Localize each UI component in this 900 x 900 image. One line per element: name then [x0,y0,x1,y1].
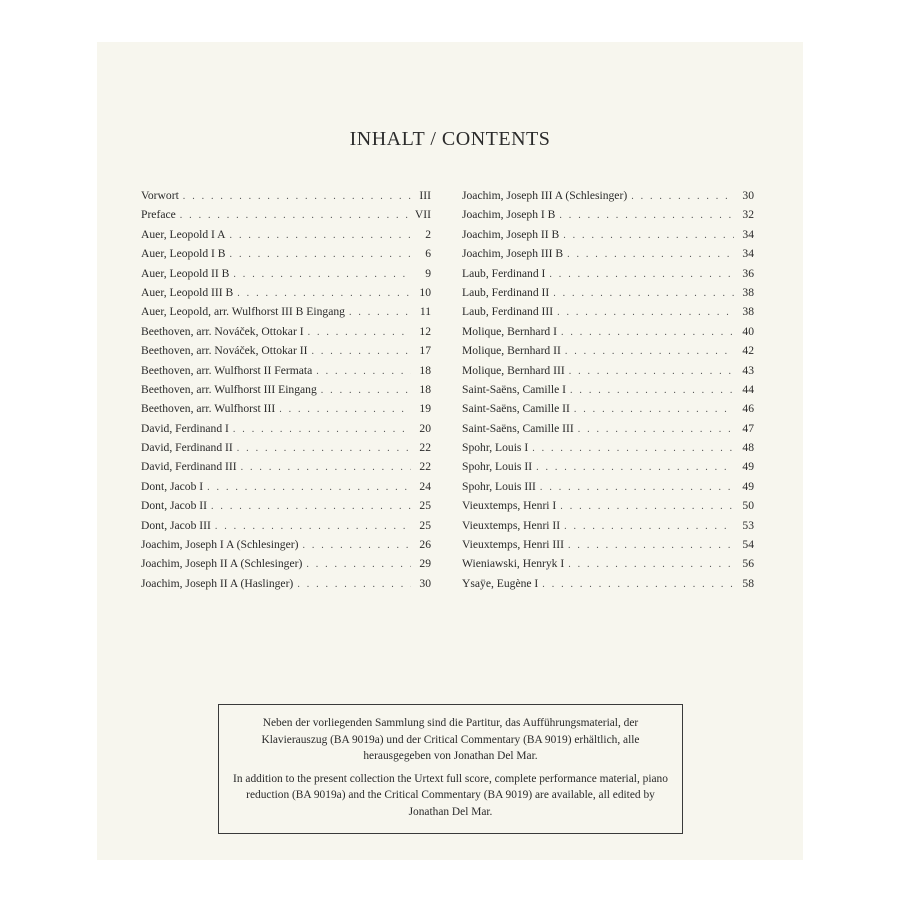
toc-entry-page: III [419,189,431,202]
page-title: INHALT / CONTENTS [349,128,551,150]
toc-entry-title: Joachim, Joseph III B [462,247,564,261]
toc-entry-title: Molique, Bernhard III [462,363,565,377]
dot-leader [230,249,411,260]
toc-entry-page: 18 [419,363,431,377]
dot-leader [567,249,734,260]
toc-entry-page: 50 [742,499,754,513]
dot-leader [233,269,411,280]
dot-leader [297,579,411,590]
toc-entry-title: Joachim, Joseph II A (Haslinger) [141,576,294,590]
toc-entry [462,228,754,247]
toc-entry-page: 49 [742,479,754,493]
toc-entry-title: Joachim, Joseph II B [462,227,560,241]
toc-entry [141,305,431,324]
toc-entry-title: David, Ferdinand III [141,460,237,474]
dot-leader [578,424,734,435]
edition-note-box [218,704,683,834]
toc-entry [141,402,431,421]
dot-leader [563,230,734,241]
toc-entry-page: 40 [742,324,754,338]
toc-entry-page: 48 [742,441,754,455]
toc-entry [462,364,754,383]
dot-leader [180,210,411,221]
toc-entry-page: 46 [742,402,754,416]
toc-entry [141,441,431,460]
toc-entry [141,577,431,596]
toc-entry-page: 9 [425,266,431,280]
toc-entry [462,247,754,266]
toc-entry-title: Saint-Saëns, Camille I [462,382,567,396]
toc-entry-page: 42 [742,344,754,358]
dot-leader [308,327,411,338]
dot-leader [561,327,734,338]
note-english: In addition to the present collection the Urtext full score, complete performance material, piano reduction (BA 9019a) and the Critical Commentary (BA 9019) are available, all edited by Jonathan Del Mar. [233,772,668,818]
toc-entry [462,499,754,518]
toc-entry [141,557,431,576]
toc-entry-title: Beethoven, arr. Nováček, Ottokar I [141,324,304,338]
toc-entry-page: 22 [419,460,431,474]
toc-entry [462,286,754,305]
toc-entry [141,325,431,344]
toc-entry-page: 11 [419,305,431,319]
toc-entry-title: Spohr, Louis III [462,479,536,493]
dot-leader [569,366,734,377]
toc-entry [462,577,754,596]
toc-entry-page: 26 [419,538,431,552]
dot-leader [302,540,411,551]
toc-entry-page: 44 [742,382,754,396]
toc-entry [462,189,754,208]
toc-entry [141,208,431,227]
toc-entry-title: Saint-Saëns, Camille III [462,421,574,435]
contents-column-left [141,189,431,596]
toc-entry-title: Molique, Bernhard I [462,324,557,338]
toc-entry-page: 34 [742,247,754,261]
toc-entry [462,422,754,441]
dot-leader [349,307,411,318]
toc-entry-title: Dont, Jacob II [141,499,208,513]
toc-entry-page: 2 [425,227,431,241]
toc-entry-page: 36 [742,266,754,280]
toc-entry-title: Dont, Jacob I [141,479,204,493]
toc-entry-title: Beethoven, arr. Wulfhorst III [141,402,276,416]
toc-entry-title: Joachim, Joseph III A (Schlesinger) [462,189,628,202]
toc-entry [462,325,754,344]
toc-entry-title: Laub, Ferdinand I [462,266,546,280]
toc-entry-title: Joachim, Joseph I A (Schlesinger) [141,538,299,552]
toc-entry-title: Joachim, Joseph I B [462,208,556,222]
toc-entry-title: Molique, Bernhard II [462,344,561,358]
dot-leader [211,501,411,512]
toc-entry-page: 25 [419,499,431,513]
toc-entry-title: Vieuxtemps, Henri I [462,499,557,513]
toc-entry [462,267,754,286]
toc-entry-page: 24 [419,479,431,493]
toc-entry-title: Auer, Leopold I B [141,247,226,261]
toc-entry [141,267,431,286]
dot-leader [559,210,734,221]
toc-entry [141,189,431,208]
dot-leader [532,443,734,454]
dot-leader [321,385,411,396]
toc-entry-title: Preface [141,208,176,222]
dot-leader [237,443,411,454]
toc-entry-title: Beethoven, arr. Nováček, Ottokar II [141,344,308,358]
dot-leader [183,191,411,202]
dot-leader [560,501,734,512]
toc-entry-page: 58 [742,576,754,590]
toc-entry-page: 47 [742,421,754,435]
toc-entry-title: Auer, Leopold, arr. Wulfhorst III B Eingang [141,305,345,319]
toc-entry-title: Joachim, Joseph II A (Schlesinger) [141,557,303,571]
dot-leader [241,462,411,473]
toc-entry [141,480,431,499]
dot-leader [565,346,734,357]
toc-entry-page: VII [414,208,431,222]
toc-entry [462,557,754,576]
toc-entry [462,480,754,499]
toc-entry [462,305,754,324]
toc-entry [141,422,431,441]
toc-entry-page: 19 [419,402,431,416]
toc-entry-title: Dont, Jacob III [141,518,211,532]
toc-entry-page: 12 [419,324,431,338]
toc-entry [462,538,754,557]
toc-entry [462,344,754,363]
toc-entry [462,383,754,402]
toc-entry-page: 53 [742,518,754,532]
toc-entry-title: Saint-Saëns, Camille II [462,402,570,416]
toc-entry-title: Beethoven, arr. Wulfhorst III Eingang [141,382,317,396]
toc-entry-title: Auer, Leopold III B [141,285,234,299]
toc-entry-title: Vorwort [141,189,179,202]
dot-leader [568,540,734,551]
toc-entry-page: 29 [419,557,431,571]
toc-entry-page: 6 [425,247,431,261]
toc-entry-page: 56 [742,557,754,571]
contents-column-right [462,189,754,596]
toc-entry [141,364,431,383]
dot-leader [230,230,411,241]
dot-leader [542,579,734,590]
toc-entry [462,519,754,538]
toc-entry-title: Auer, Leopold II B [141,266,230,280]
toc-entry [141,519,431,538]
toc-entry [462,402,754,421]
toc-entry [141,538,431,557]
dot-leader [316,366,411,377]
toc-entry-title: Laub, Ferdinand II [462,285,550,299]
toc-entry-title: Spohr, Louis I [462,441,529,455]
toc-entry-page: 22 [419,441,431,455]
toc-entry-title: Vieuxtemps, Henri III [462,538,565,552]
dot-leader [570,385,734,396]
toc-entry [462,441,754,460]
toc-entry-title: Ysaÿe, Eugène I [462,576,539,590]
dot-leader [568,559,734,570]
toc-entry-title: Auer, Leopold I A [141,227,226,241]
dot-leader [549,269,734,280]
toc-entry [462,460,754,479]
toc-entry-page: 25 [419,518,431,532]
toc-entry-page: 17 [419,344,431,358]
toc-entry-page: 38 [742,285,754,299]
toc-entry-page: 38 [742,305,754,319]
toc-entry-title: Vieuxtemps, Henri II [462,518,561,532]
dot-leader [207,482,411,493]
toc-entry [141,286,431,305]
toc-entry-title: Laub, Ferdinand III [462,305,554,319]
dot-leader [215,521,411,532]
toc-entry-title: Wieniawski, Henryk I [462,557,565,571]
toc-entry-page: 43 [742,363,754,377]
dot-leader [553,288,734,299]
toc-entry [141,499,431,518]
toc-entry-title: Spohr, Louis II [462,460,533,474]
dot-leader [306,559,411,570]
toc-entry-page: 10 [419,285,431,299]
dot-leader [631,191,734,202]
toc-entry-page: 30 [419,576,431,590]
toc-entry-page: 20 [419,421,431,435]
toc-entry-page: 54 [742,538,754,552]
dot-leader [237,288,411,299]
dot-leader [536,462,734,473]
toc-entry-page: 32 [742,208,754,222]
toc-entry [141,344,431,363]
toc-entry-title: Beethoven, arr. Wulfhorst II Fermata [141,363,313,377]
dot-leader [233,424,411,435]
book-page [97,42,803,860]
toc-entry-page: 34 [742,227,754,241]
toc-entry-page: 18 [419,382,431,396]
toc-entry-title: David, Ferdinand I [141,421,229,435]
toc-entry [141,247,431,266]
toc-entry-page: 49 [742,460,754,474]
toc-entry [462,208,754,227]
toc-entry [141,383,431,402]
dot-leader [311,346,411,357]
dot-leader [564,521,734,532]
dot-leader [574,404,734,415]
toc-entry-title: David, Ferdinand II [141,441,233,455]
note-german: Neben der vorliegenden Sammlung sind die Partitur, das Aufführungsmaterial, der Klavierauszug (BA 9019a) und der Critical Commentary (BA 9019) erhältlich, alle herausgegeben von Jonathan Del Mar. [261,717,640,762]
dot-leader [540,482,734,493]
toc-entry [141,228,431,247]
dot-leader [557,307,734,318]
toc-entry [141,460,431,479]
dot-leader [279,404,411,415]
toc-entry-page: 30 [742,189,754,202]
